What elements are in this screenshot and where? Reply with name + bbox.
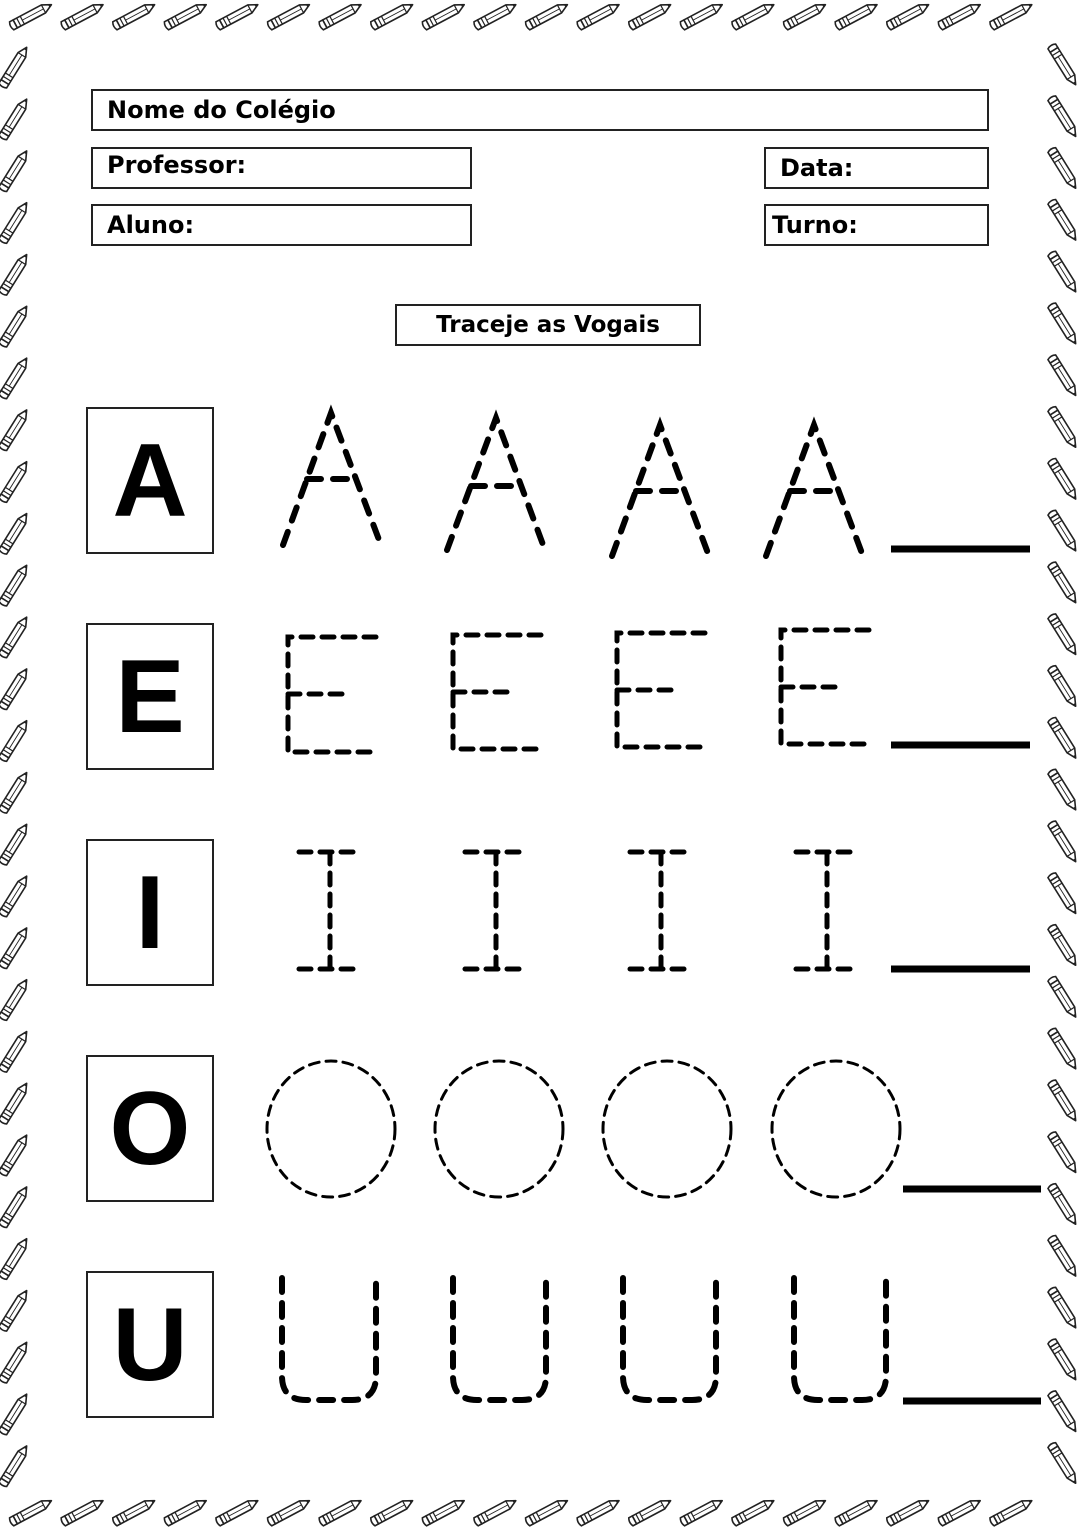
pencil-icon [0,1444,30,1488]
pencil-icon [1047,147,1079,191]
pencil-icon [1047,198,1079,242]
pencil-icon [0,1392,30,1436]
teacher-field[interactable] [91,147,472,189]
pencil-icon [1047,1079,1079,1123]
vowel-letter: A [112,422,188,539]
pencil-icon [0,149,30,193]
pencil-icon [0,459,30,503]
pencil-icon [1047,872,1079,916]
vowel-letter: E [115,638,185,755]
date-field[interactable] [764,147,989,189]
pencil-icon [524,1,569,31]
pencil-icon [0,770,30,814]
pencil-icon [679,1497,724,1527]
vowel-letter: I [135,854,165,971]
pencil-icon [782,1,827,31]
pencil-icon [1047,354,1079,398]
pencil-icon [576,1,621,31]
pencil-icon [834,1497,879,1527]
teacher-label: Professor: [107,151,247,179]
student-field[interactable] [91,204,472,246]
school-name-field[interactable] [91,89,989,131]
pencil-icon [1047,1183,1079,1227]
pencil-icon [163,1497,208,1527]
pencil-icon [112,1,157,31]
pencil-icon [886,1,931,31]
pencil-icon [886,1497,931,1527]
pencil-icon [0,356,30,400]
pencil-icon [266,1497,311,1527]
pencil-icon [112,1497,157,1527]
pencil-icon [1047,924,1079,968]
vowel-box-a [86,407,214,554]
pencil-icon [937,1497,982,1527]
pencil-icon [8,1,53,31]
date-label: Data: [780,154,854,182]
pencil-icon [0,1081,30,1125]
pencil-icon [473,1,518,31]
pencil-icon [0,1185,30,1229]
pencil-icon [421,1497,466,1527]
pencil-icon [0,252,30,296]
pencil-icon [370,1,415,31]
shift-label: Turno: [772,211,858,239]
pencil-icon [1047,509,1079,553]
pencil-icon [1047,406,1079,450]
pencil-icon [0,1236,30,1280]
pencil-icon [0,926,30,970]
vowel-letter: U [112,1286,188,1403]
pencil-icon [0,615,30,659]
pencil-icon [215,1497,260,1527]
pencil-icon [782,1497,827,1527]
pencil-icon [0,667,30,711]
pencil-icon [0,45,30,89]
pencil-icon [163,1,208,31]
pencil-icon [0,718,30,762]
pencil-icon [215,1,260,31]
pencil-icon [8,1497,53,1527]
pencil-icon [1047,43,1079,87]
pencil-icon [0,408,30,452]
pencil-icon [0,200,30,244]
pencil-icon [1047,613,1079,657]
pencil-icon [524,1497,569,1527]
pencil-icon [1047,665,1079,709]
pencil-icon [1047,1286,1079,1330]
pencil-icon [1047,561,1079,605]
pencil-icon [1047,1234,1079,1278]
pencil-icon [0,511,30,555]
pencil-icon [1047,95,1079,139]
pencil-icon [421,1,466,31]
pencil-icon [731,1,776,31]
pencil-icon [0,1133,30,1177]
pencil-icon [1047,457,1079,501]
pencil-icon [1047,1131,1079,1175]
pencil-icon [1047,302,1079,346]
worksheet-title [395,304,701,346]
pencil-icon [0,97,30,141]
vowel-letter: O [109,1070,191,1187]
pencil-icon [1047,768,1079,812]
pencil-icon [318,1,363,31]
pencil-icon [989,1,1034,31]
pencil-icon [0,1288,30,1332]
pencil-icon [628,1,673,31]
pencil-icon [989,1497,1034,1527]
pencil-icon [266,1,311,31]
pencil-icon [1047,250,1079,294]
pencil-icon [731,1497,776,1527]
vowel-box-i [86,839,214,986]
vowel-box-o [86,1055,214,1202]
pencil-icon [0,304,30,348]
school-name-label: Nome do Colégio [107,96,336,124]
pencil-icon [318,1497,363,1527]
vowel-box-e [86,623,214,770]
pencil-icon [0,563,30,607]
pencil-icon [60,1,105,31]
student-label: Aluno: [107,211,195,239]
pencil-icon [1047,820,1079,864]
vowel-box-u [86,1271,214,1418]
pencil-icon [0,1340,30,1384]
pencil-icon [0,874,30,918]
pencil-icon [679,1,724,31]
pencil-icon [1047,716,1079,760]
pencil-icon [1047,1027,1079,1071]
pencil-icon [1047,975,1079,1019]
pencil-icon [628,1497,673,1527]
worksheet-title-text: Traceje as Vogais [436,312,660,338]
pencil-icon [834,1,879,31]
pencil-icon [370,1497,415,1527]
pencil-icon [0,977,30,1021]
shift-field[interactable] [764,204,989,246]
pencil-icon [60,1497,105,1527]
pencil-icon [1047,1390,1079,1434]
pencil-icon [1047,1442,1079,1486]
pencil-icon [937,1,982,31]
pencil-icon [473,1497,518,1527]
pencil-icon [0,1029,30,1073]
pencil-icon [576,1497,621,1527]
pencil-icon [1047,1338,1079,1382]
pencil-icon [0,822,30,866]
